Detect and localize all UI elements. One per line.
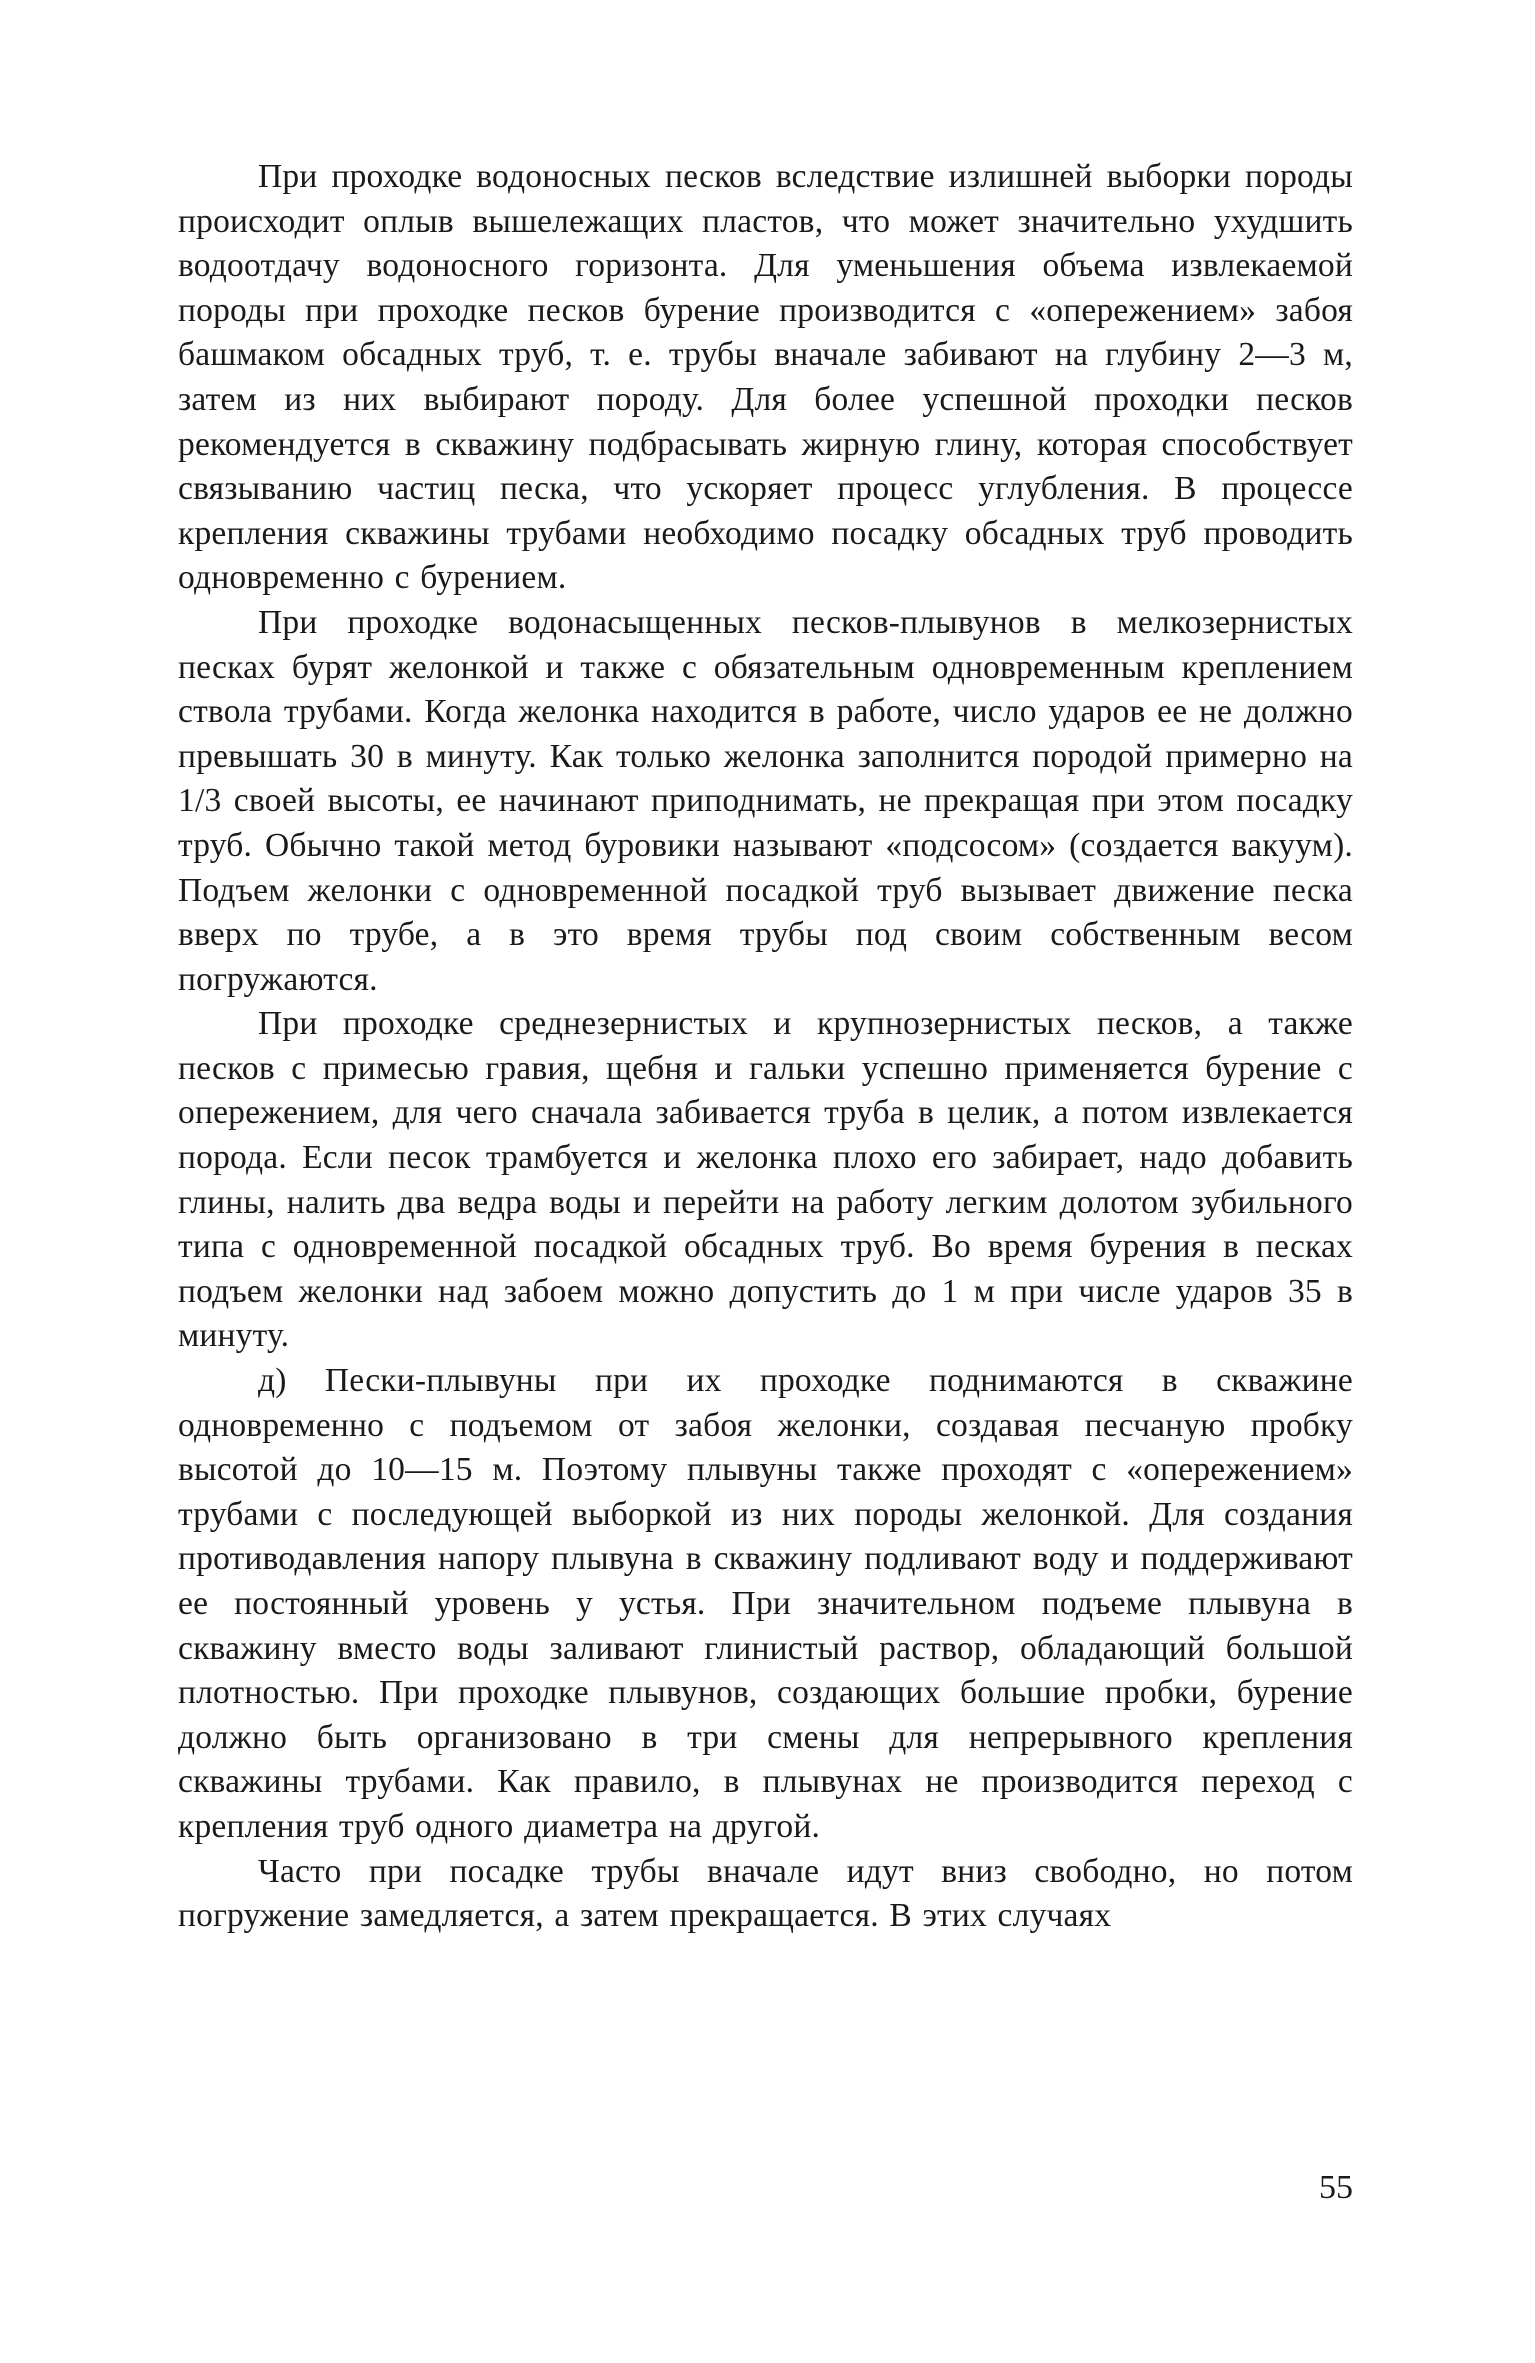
- paragraph-1: При проходке водоносных песков вследствие излишней выборки породы происходит оплыв вышележащих пластов, что может значительно ухудшить водоотдачу водоносного горизонта. Для уменьшения объема извлекаемой породы при проходке песков бурение производится с «опережением» забоя башмаком обсадных труб, т. е. трубы вначале забивают на глубину 2—3 м, затем из них выбирают породу. Для более успешной проходки песков рекомендуется в скважину подбрасывать жирную глину, которая способствует связыванию частиц песка, что ускоряет процесс углубления. В процессе крепления скважины трубами необходимо посадку обсадных труб проводить одновременно с бурением.: [178, 158, 1353, 597]
- paragraph-4: д) Пески-плывуны при их проходке поднимаются в скважине одновременно с подъемом от забоя желонки, создавая песчаную пробку высотой до 10—15 м. Поэтому плывуны также проходят с «опережением» трубами с последующей выборкой из них породы желонкой. Для создания противодавления напору плывуна в скважину подливают воду и поддерживают ее постоянный уровень у устья. При значительном подъеме плывуна в скважину вместо воды заливают глинистый раствор, обладающий большой плотностью. При проходке плывунов, создающих большие пробки, бурение должно быть организовано в три смены для непрерывного крепления скважины трубами. Как правило, в плывунах не производится переход с крепления труб одного диаметра на другой.: [178, 1362, 1353, 1845]
- paragraph-2: При проходке водонасыщенных песков-плывунов в мелкозернистых песках бурят желонкой и также с обязательным одновременным креплением ствола трубами. Когда желонка находится в работе, число ударов ее не должно превышать 30 в минуту. Как только желонка заполнится породой примерно на 1/3 своей высоты, ее начинают приподнимать, не прекращая при этом посадку труб. Обычно такой метод буровики называют «подсосом» (создается вакуум). Подъем желонки с одновременной посадкой труб вызывает движение песка вверх по трубе, а в это время трубы под своим собственным весом погружаются.: [178, 603, 1353, 998]
- book-page: [178, 155, 1353, 2305]
- body-text: [178, 155, 1353, 1939]
- paragraph-3: При проходке среднезернистых и крупнозернистых песков, а также песков с примесью гравия, щебня и гальки успешно применяется бурение с опережением, для чего сначала забивается труба в целик, а потом извлекается порода. Если песок трамбуется и желонка плохо его забирает, надо добавить глины, налить два ведра воды и перейти на работу легким долотом зубильного типа с одновременной посадкой обсадных труб. Во время бурения в песках подъем желонки над забоем можно допустить до 1 м при числе ударов 35 в минуту.: [178, 1005, 1353, 1355]
- paragraph-5: Часто при посадке трубы вначале идут вниз свободно, но потом погружение замедляется, а затем прекращается. В этих случаях: [178, 1852, 1353, 1935]
- page-number: 55: [1319, 2169, 1353, 2206]
